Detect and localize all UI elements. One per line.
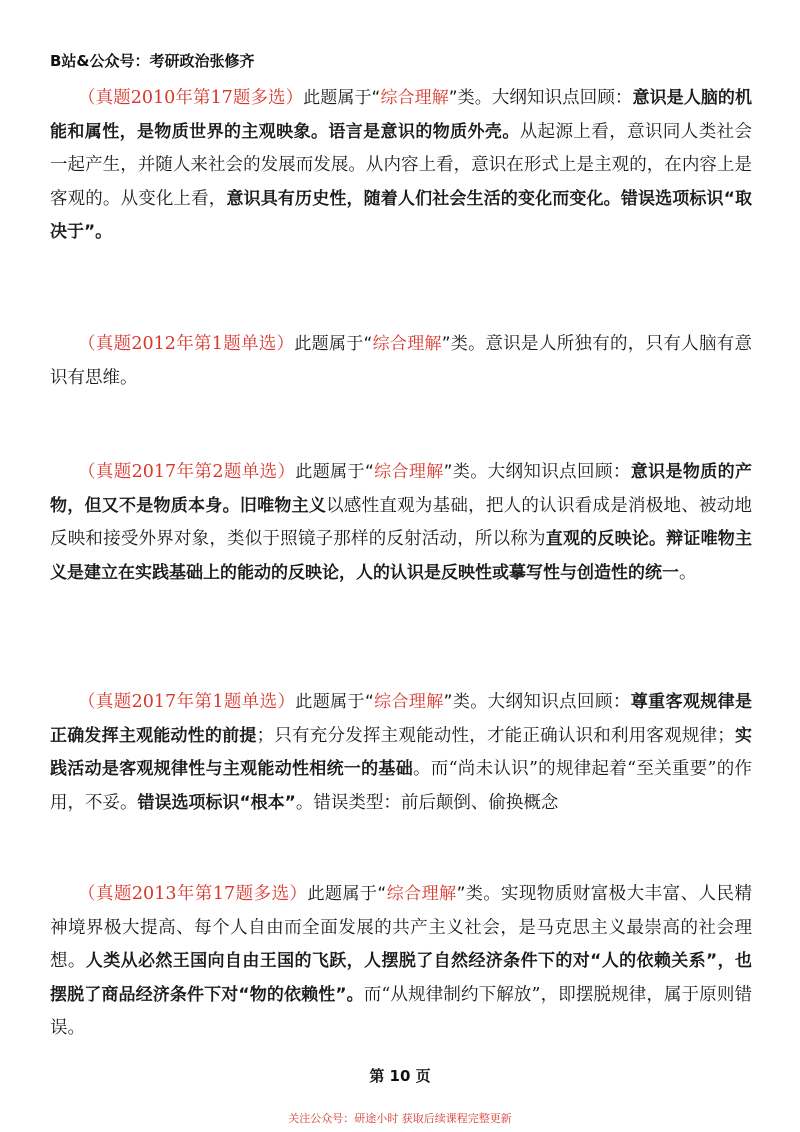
footer-note: 关注公众号：研途小时 获取后续课程完整更新 — [288, 1112, 512, 1125]
category-intro-end: ”类。 — [456, 884, 501, 904]
question-note-2013-17 — [50, 878, 752, 1046]
outline-review-label: 大纲知识点回顾： — [491, 88, 633, 108]
category-intro-end: ”类。 — [448, 88, 492, 108]
key-point: 人类从必然王国向自由王国的飞跃，人摆脱了自然经济条件下的对“人的依赖关系”，也摆脱了商品经济条件下对“物的依赖性”。 — [50, 951, 752, 1005]
category-intro-end: ”类。 — [443, 462, 488, 482]
explanation-text: 从起源上看，意识同人类社会一起产生，并随人来社会的发展而发展。从内容上看，意识在形式上是主观的，在内容上是客观的。从变化上看， — [50, 121, 753, 209]
explanation-text: 。而“尚未认识”的规律起着“至关重要”的作用，不妥。 — [50, 759, 752, 813]
key-point: 尊重客观规律是正确发挥主观能动性的前提 — [50, 692, 753, 746]
category-label: 综合理解 — [386, 884, 457, 904]
question-tag: （真题2012年第1题单选） — [78, 334, 295, 354]
question-note-2012-1 — [50, 328, 752, 395]
key-point: 意识具有历史性，随着人们社会生活的变化而变化。错误选项标识“取决于”。 — [50, 188, 753, 242]
key-point: 错误选项标识“根本” — [137, 792, 296, 813]
category-intro: 此题属于“ — [294, 334, 373, 354]
explanation-text: 而“从规律制约下解放”，即摆脱规律，属于原则错误。 — [50, 984, 752, 1038]
category-intro: 此题属于“ — [295, 462, 374, 482]
page-number: 第 10 页 — [369, 1067, 431, 1085]
question-tag: （真题2010年第17题多选） — [78, 88, 304, 108]
key-point: 意识是人脑的机能和属性，是物质世界的主观映象。语言是意识的物质外壳。 — [50, 88, 753, 142]
category-intro-end: ”类。 — [443, 692, 488, 712]
category-label: 综合理解 — [380, 88, 449, 108]
explanation-text: 以感性直观为基础，把人的认识看成是消极地、被动地反映和接受外界对象，类似于照镜子那样的反射活动，所以称为 — [50, 495, 753, 549]
question-note-2010-17 — [50, 82, 752, 250]
category-intro: 此题属于“ — [307, 884, 387, 904]
category-label: 综合理解 — [373, 692, 444, 712]
explanation-text: 实现物质财富极大丰富、人民精神境界极大提高、每个人自由而全面发展的共产主义社会，是马克思主义最崇高的社会理想。 — [50, 884, 753, 971]
explanation-text: ；只有充分发挥主观能动性，才能正确认识和利用客观规律； — [256, 725, 735, 746]
question-tag: （真题2017年第1题单选） — [78, 692, 296, 712]
outline-review-label: 大纲知识点回顾： — [487, 692, 631, 712]
explanation-text: 意识是人所独有的，只有人脑有意识有思维。 — [50, 334, 753, 388]
category-intro: 此题属于“ — [295, 692, 374, 712]
category-intro: 此题属于“ — [303, 88, 381, 108]
document-header: B站&公众号：考研政治张修齐 — [50, 52, 255, 70]
category-label: 综合理解 — [372, 334, 442, 354]
explanation-text: 。错误类型：前后颠倒、偷换概念 — [295, 792, 559, 813]
explanation-text: 。 — [679, 562, 697, 583]
category-intro-end: ”类。 — [441, 334, 486, 354]
key-point: 直观的反映论。辩证唯物主义是建立在实践基础上的能动的反映论，人的认识是反映性或摹写性与创造性的统一 — [50, 529, 753, 583]
key-point: 实践活动是客观规律性与主观能动性相统一的基础 — [50, 725, 753, 779]
question-note-2017-2 — [50, 456, 752, 590]
question-tag: （真题2013年第17题多选） — [78, 884, 308, 904]
key-point: 意识是物质的产物，但又不是物质本身。旧唯物主义 — [50, 462, 753, 516]
question-note-2017-1 — [50, 686, 752, 820]
question-tag: （真题2017年第2题单选） — [78, 462, 296, 482]
category-label: 综合理解 — [373, 462, 444, 482]
outline-review-label: 大纲知识点回顾： — [487, 462, 631, 482]
